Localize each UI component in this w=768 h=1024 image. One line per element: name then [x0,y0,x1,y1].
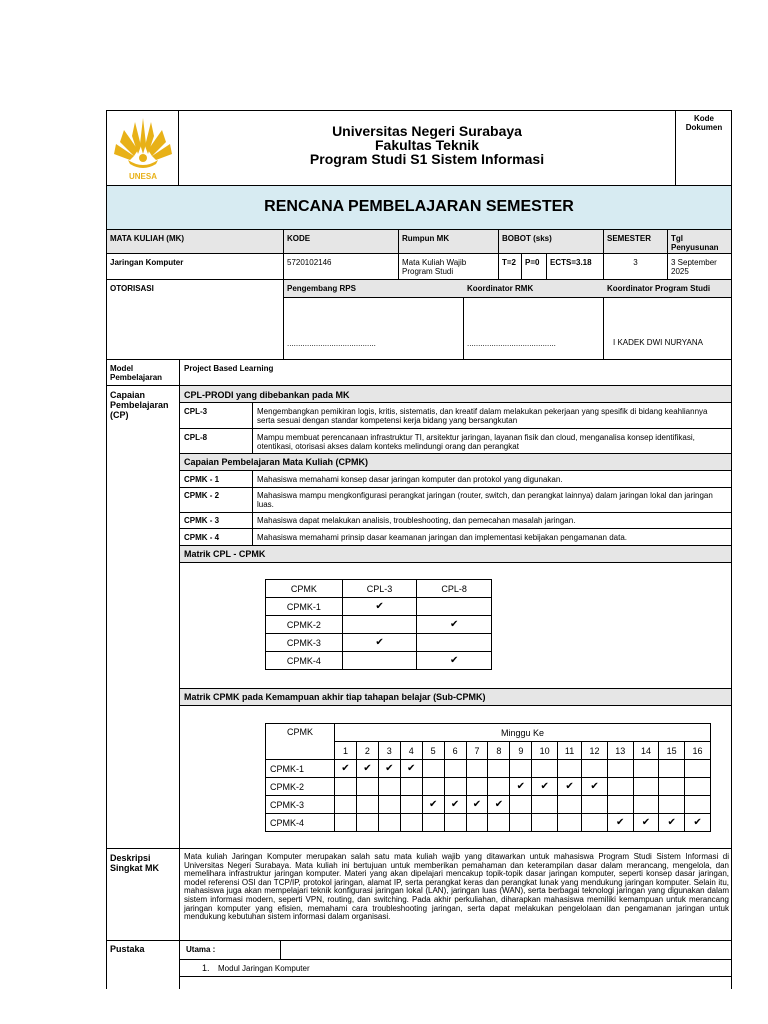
semester-value: 3 [633,258,638,267]
cpmk-2-bottom [180,512,731,513]
table-row [266,814,711,832]
check-cell [510,760,532,778]
week-number: 5 [422,742,444,760]
check-cell: ✔ [417,652,492,670]
cpl-header: CPL-PRODI yang dibebankan pada MK [184,390,350,400]
semester-header: SEMESTER [607,234,652,243]
row-label: CPMK-2 [266,778,335,796]
matrix1-header: Matrik CPL - CPMK [184,549,266,559]
table-row [266,760,711,778]
check-cell [466,778,488,796]
week-number: 13 [607,742,633,760]
cpmk-3-code: CPMK - 3 [184,516,220,525]
check-cell [659,778,685,796]
cpmk-3-text: Mahasiswa dapat melakukan analisis, troubleshooting, dan pemecahan masalah jaringan. [257,516,576,525]
matrix1-col-cpl-8: CPL-8 [417,580,492,598]
model-label: Model Pembelajaran [110,364,163,382]
check-cell [417,598,492,616]
check-cell [582,796,608,814]
check-cell: ✔ [356,760,378,778]
rumpun-header: Rumpun MK [402,234,450,243]
week-number: 7 [466,742,488,760]
week-number: 12 [582,742,608,760]
check-cell [532,814,558,832]
references-main-label: Utama : [186,945,216,954]
check-cell: ✔ [582,778,608,796]
matrix1-col-cpl-3: CPL-3 [342,580,417,598]
check-cell: ✔ [378,760,400,778]
week-number: 14 [633,742,659,760]
week-number: 11 [558,742,582,760]
koordinator-rmk-label: Koordinator RMK [467,284,534,293]
row-label: CPMK-3 [266,634,343,652]
check-cell [532,760,558,778]
otorisasi-label: OTORISASI [110,284,154,293]
check-cell [444,760,466,778]
table-row [266,652,492,670]
course-code: 5720102146 [287,258,332,267]
check-cell: ✔ [342,634,417,652]
week-number: 4 [400,742,422,760]
week-number: 16 [685,742,711,760]
check-cell [607,796,633,814]
check-cell [466,760,488,778]
model-value: Project Based Learning [184,364,274,373]
check-cell: ✔ [558,778,582,796]
check-cell [659,796,685,814]
row-label: CPMK-3 [266,796,335,814]
week-number: 10 [532,742,558,760]
cp-label: Capaian Pembelajaran (CP) [110,390,169,420]
check-cell [582,760,608,778]
check-cell [422,814,444,832]
bobot-header: BOBOT (sks) [502,234,552,243]
model-row-top [106,359,732,360]
course-rumpun: Mata Kuliah Wajib Program Studi [402,258,467,276]
sub-cpmk-matrix [265,723,711,832]
bobot-sep-2 [546,253,547,280]
check-cell [378,796,400,814]
check-cell [633,778,659,796]
check-cell [342,652,417,670]
check-cell [607,760,633,778]
header-divider-left [178,110,179,186]
check-cell [422,778,444,796]
check-cell [356,796,378,814]
cpl-8-code: CPL-8 [184,433,208,442]
check-cell [444,778,466,796]
week-number: 9 [510,742,532,760]
week-label: Minggu Ke [335,724,711,742]
check-cell: ✔ [444,796,466,814]
row-label: CPMK-4 [266,652,343,670]
check-cell [335,778,357,796]
auth-header-line [283,297,732,298]
table-row [266,634,492,652]
kode-header: KODE [287,234,311,243]
check-cell [510,814,532,832]
cpl-8-text: Mampu membuat perencanaan infrastruktur TI, arsitektur jaringan, layanan fisik dan cloud, menganalisa konsep identifikasi, otentikasi, otorisasi akses dalam konteks melindungi orang dan perangkat [257,433,695,451]
cpmk-4-code: CPMK - 4 [184,533,220,542]
body-left-border [106,359,107,989]
check-cell [633,760,659,778]
check-cell [685,796,711,814]
cpl-3-bottom [180,428,731,429]
references-row-top [106,940,732,941]
bobot-t: T=2 [502,258,517,267]
row-label: CPMK-4 [266,814,335,832]
cpmk-4-text: Mahasiswa memahami prinsip dasar keamanan jaringan dan implementasi kebijakan pengamanan data. [257,533,627,542]
week-number: 3 [378,742,400,760]
check-cell [342,616,417,634]
cpl-3-code: CPL-3 [184,407,208,416]
check-cell [558,760,582,778]
check-cell [378,814,400,832]
bobot-ects: ECTS=3.18 [550,258,592,267]
check-cell: ✔ [532,778,558,796]
check-cell [558,796,582,814]
reference-text: Modul Jaringan Komputer [218,964,310,973]
week-number: 1 [335,742,357,760]
table-row [266,778,711,796]
check-cell [685,760,711,778]
date-value: 3 September 2025 [671,258,717,276]
description-text: Mata kuliah Jaringan Komputer merupakan salah satu mata kuliah wajib yang ditawarkan untuk mahasiswa Program Studi Sistem Informasi di Universitas Negeri Surabaya. Mata kuliah ini bertujuan untuk memberikan pemahaman dan keterampilan dasar dalam merancang, mengelola, dan memelihara infrastruktur jaringan komputer. Materi yang akan dipelajari mencakup topik-topik dasar jaringan komputer, seperti konsep dasar jaringan, model referensi OSI dan TCP/IP, protokol jaringan, alamat IP, serta perangkat keras dan perangkat lunak yang mendukung jaringan komputer. Selain itu, mahasiswa juga akan mempelajari teknik konfigurasi jaringan lokal (LAN), jaringan luas (WAN), serta berbagai teknologi jaringan yang digunakan dalam sistem informasi modern, seperti VPN, routing, dan switching. Pada akhir perkuliahan, diharapkan mahasiswa memiliki kemampuan untuk merancang jaringan komputer yang efisien, memahami cara troubleshooting jaringan, serta dapat melakukan pengelolaan dan pengamanan jaringan untuk mendukung kebutuhan sistem informasi dalam organisasi. [184,852,729,922]
matrix1-header-row [266,580,492,598]
cpmk-2-code: CPMK - 2 [184,491,220,500]
course-name: Jaringan Komputer [110,258,184,267]
pengembang-rps-label: Pengembang RPS [287,284,356,293]
check-cell: ✔ [422,796,444,814]
check-cell [659,760,685,778]
week-number: 6 [444,742,466,760]
program-name: Program Studi S1 Sistem Informasi [309,151,545,167]
matrix2-header: Matrik CPMK pada Kemampuan akhir tiap tahapan belajar (Sub-CPMK) [184,692,486,702]
bobot-sep-1 [521,253,522,280]
check-cell [466,814,488,832]
matrix1-col-cpmk: CPMK [266,580,343,598]
cpmk-header: Capaian Pembelajaran Mata Kuliah (CPMK) [184,457,369,467]
row-label: CPMK-2 [266,616,343,634]
unesa-logo [110,114,176,184]
check-cell [356,814,378,832]
check-cell [558,814,582,832]
check-cell [335,814,357,832]
document-title: RENCANA PEMBELAJARAN SEMESTER [264,198,574,215]
check-cell: ✔ [633,814,659,832]
check-cell [532,796,558,814]
koordinator-prodi-label: Koordinator Program Studi [607,284,711,293]
check-cell: ✔ [607,814,633,832]
check-cell [488,760,510,778]
mk-header: MATA KULIAH (MK) [110,234,185,243]
main-label-sep [280,940,281,959]
reference-row-bottom [180,976,731,977]
check-cell [356,778,378,796]
faculty-name: Fakultas Teknik [374,137,479,153]
check-cell [582,814,608,832]
check-cell [400,796,422,814]
university-name: Universitas Negeri Surabaya [332,123,522,139]
description-label: Deskripsi Singkat MK [110,853,160,873]
check-cell [488,778,510,796]
matrix2-header-row [266,724,711,742]
references-label: Pustaka [110,944,145,954]
check-cell [607,778,633,796]
prodi-coordinator-name: I KADEK DWI NURYANA [613,338,703,347]
check-cell [422,760,444,778]
check-cell: ✔ [335,760,357,778]
check-cell: ✔ [400,760,422,778]
check-cell: ✔ [659,814,685,832]
tgl-header: Tgl Penyusunan [671,234,719,252]
logo-text: UNESA [128,172,157,181]
rps-signature: ........................................ [287,339,376,348]
check-cell [400,814,422,832]
check-cell [488,814,510,832]
check-cell [335,796,357,814]
check-cell: ✔ [510,778,532,796]
matrix2-cpmk-label: CPMK [266,724,335,760]
table-row [266,796,711,814]
bobot-p: P=0 [525,258,540,267]
check-cell: ✔ [488,796,510,814]
row-label: CPMK-1 [266,760,335,778]
check-cell [685,778,711,796]
row-label: CPMK-1 [266,598,343,616]
cpmk-1-text: Mahasiswa memahami konsep dasar jaringan komputer dan protokol yang digunakan. [257,475,563,484]
header-divider-right [675,110,676,186]
check-cell: ✔ [466,796,488,814]
doc-code-label: Kode Dokumen [685,114,723,132]
week-number: 8 [488,742,510,760]
table-row [266,616,492,634]
check-cell [378,778,400,796]
check-cell: ✔ [342,598,417,616]
cpmk-3-bottom [180,528,731,529]
rmk-signature: ........................................ [467,339,556,348]
cpmk-1-code: CPMK - 1 [184,475,220,484]
week-number: 2 [356,742,378,760]
cpl-3-text: Mengembangkan pemikiran logis, kritis, sistematis, dan kreatif dalam melakukan pekerjaan yang spesifik di bidang keahliannya serta sesuai dengan standar kompetensi kerja bidang yang bersangkutan [257,407,708,425]
description-row-top [106,848,732,849]
main-label-bottom [180,959,731,960]
cpmk-1-bottom [180,487,731,488]
reference-number: 1. [202,963,210,973]
check-cell [633,796,659,814]
check-cell: ✔ [685,814,711,832]
check-cell [400,778,422,796]
cpmk-2-text: Mahasiswa mampu mengkonfigurasi perangkat jaringan (router, switch, dan perangkat lainnya) dalam jaringan lokal dan jaringan luas. [257,491,713,509]
check-cell [444,814,466,832]
code-col-sep [252,403,253,545]
check-cell: ✔ [417,616,492,634]
check-cell [417,634,492,652]
body-right-border [731,359,732,989]
check-cell [510,796,532,814]
table-row [266,598,492,616]
week-number: 15 [659,742,685,760]
cpl-cpmk-matrix [265,579,492,670]
